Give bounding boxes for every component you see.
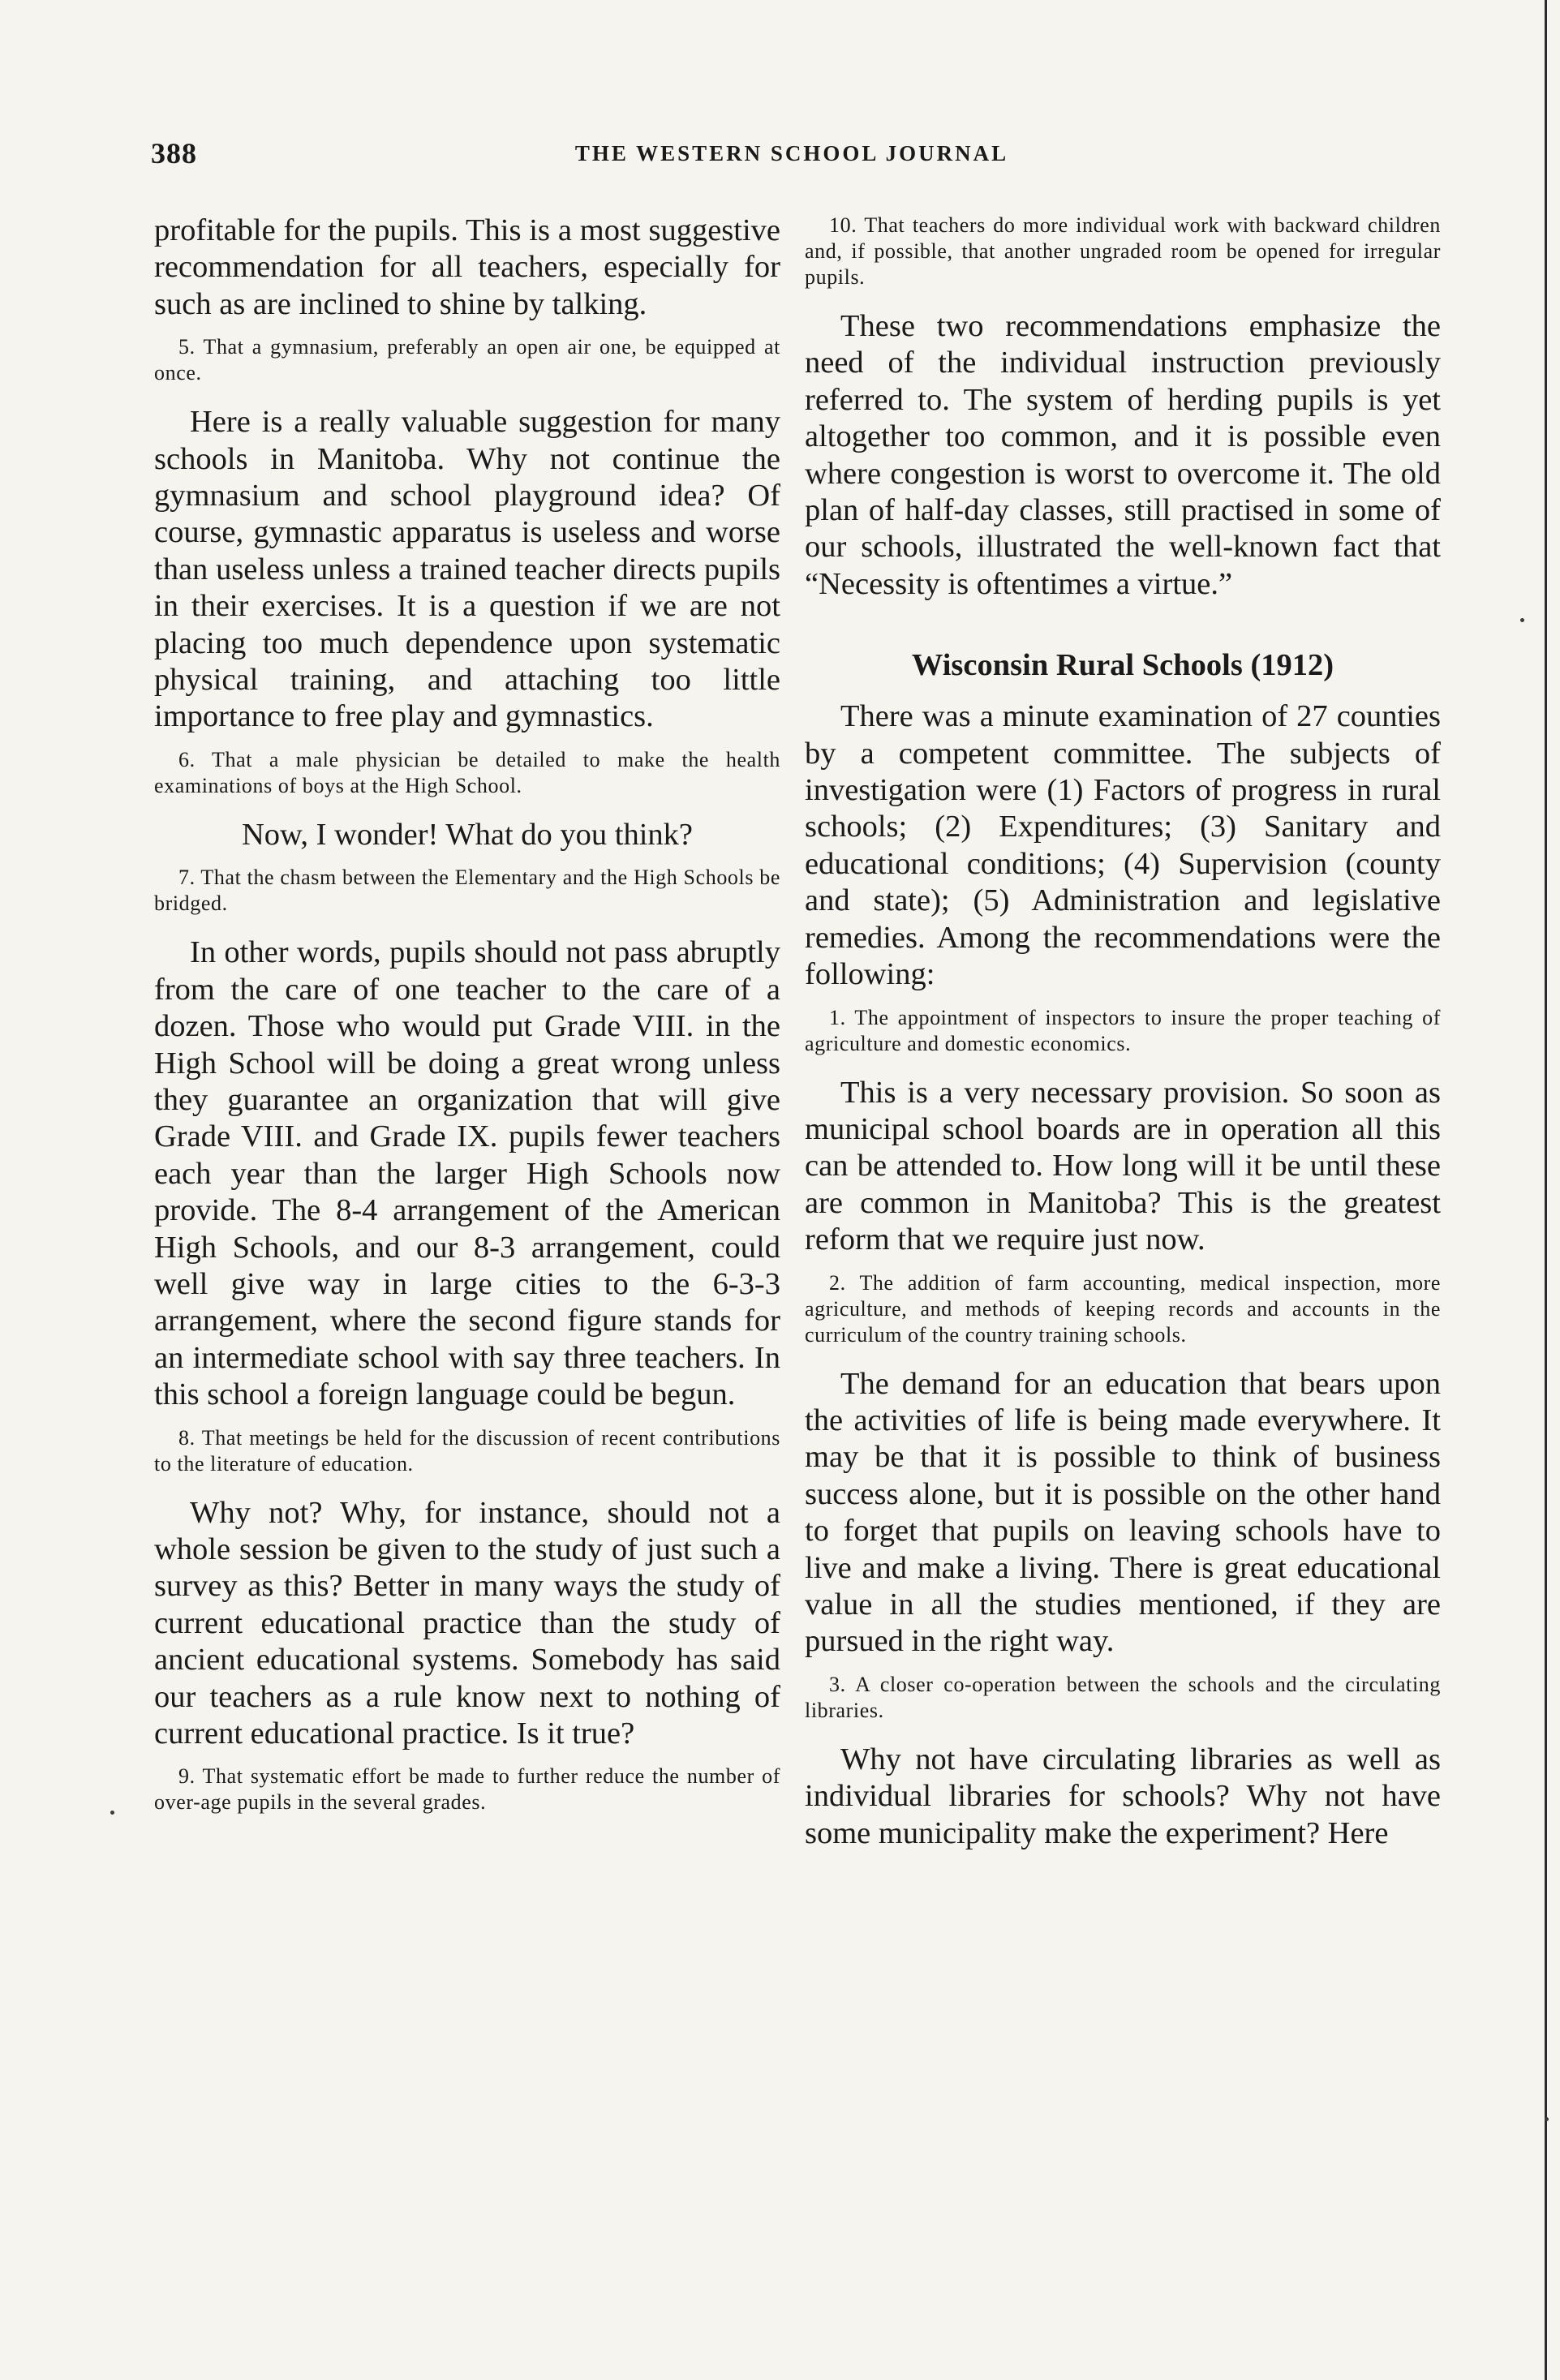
recommendation-8: 8. That meetings be held for the discussion of recent contributions to the literature of education. bbox=[154, 1425, 780, 1476]
paragraph-demand: The demand for an education that bears upon the activities of life is being made everywhere. It may be that it is possible to think of business success alone, but it is possible on the other hand to forget that pupils on leaving schools have to live and make a living. There is great educational value in all the studies mentioned, if they are pursued in the right way. bbox=[805, 1366, 1441, 1659]
scan-speck bbox=[1520, 618, 1524, 622]
section-heading-wisconsin: Wisconsin Rural Schools (1912) bbox=[911, 648, 1334, 683]
left-column bbox=[154, 213, 780, 1833]
recommendation-2: 2. The addition of farm accounting, medical inspection, more agriculture, and methods of keeping records and accounts in the curriculum of the country training schools. bbox=[805, 1270, 1441, 1347]
paragraph-gymnasium: Here is a really valuable suggestion for many schools in Manitoba. Why not continue the gymnasium and school playground idea? Of course, gymnastic apparatus is useless and worse than useless unless a trained teacher directs pupils in their exercises. It is a question if we are not placing too much dependence upon systematic physical training, and attaching too little importance to free play and gymnastics. bbox=[154, 405, 780, 734]
scan-speck bbox=[1545, 2117, 1549, 2121]
scan-speck bbox=[110, 1811, 114, 1815]
recommendation-10: 10. That teachers do more individual work with backward children and, if possible, that another ungraded room be opened for irregular pupils. bbox=[805, 213, 1441, 289]
recommendation-6: 6. That a male physician be detailed to make the health examinations of boys at the High School. bbox=[154, 747, 780, 797]
paragraph-examination: There was a minute examination of 27 counties by a competent committee. The subjects of investigation were (1) Factors of progress in rural schools; (2) Expenditures; (3) Sanitary and educational conditions; (4) Supervision (county and state); (5) Administration and legislative remedies. Among the recommendations were the following: bbox=[805, 699, 1441, 992]
paragraph-why-not: Why not? Why, for instance, should not a whole session be given to the study of just such a survey as this? Better in many ways the study of current educational practice than the study of ancient educational systems. Somebody has said our teachers as a rule know next to nothing of current educational practice. Is it true? bbox=[154, 1495, 780, 1751]
paragraph-libraries: Why not have circulating libraries as well as individual libraries for schools? Why not have some municipality make the experiment? Here bbox=[805, 1742, 1441, 1850]
recommendation-7: 7. That the chasm between the Elementary and the High Schools be bridged. bbox=[154, 866, 780, 916]
page-header bbox=[151, 136, 1433, 177]
recommendation-5: 5. That a gymnasium, preferably an open air one, be equipped at once. bbox=[154, 335, 780, 385]
right-column bbox=[805, 213, 1441, 1852]
recommendation-3: 3. A closer co-operation between the schools and the circulating libraries. bbox=[805, 1672, 1441, 1722]
paragraph-other-words: In other words, pupils should not pass abruptly from the care of one teacher to the care of a dozen. Those who would put Grade VIII. in the High School will be doing a great wrong unless they guarantee an organization that will give Grade VIII. and Grade IX. pupils fewer teachers each year than the larger High Schools now provide. The 8-4 arrangement of the American High Schools, and our 8-3 arrangement, could well give way in large cities to the 6-3-3 arrangement, where the second figure stands for an intermediate school with say three teachers. In this school a foreign language could be begun. bbox=[154, 935, 780, 1412]
recommendation-9: 9. That systematic effort be made to further reduce the number of over-age pupils in the several grades. bbox=[154, 1764, 780, 1815]
scan-edge-shadow bbox=[1545, 0, 1547, 2380]
page-number: 388 bbox=[151, 137, 197, 170]
paragraph-two-recommendations: These two recommendations emphasize the need of the individual instruction previously referred to. The system of herding pupils is yet altogether too common, and it is possible even where congestion is worst to overcome it. The old plan of half-day classes, still practised in some of our schools, illustrated the well-known fact that “Necessity is oftentimes a virtue.” bbox=[805, 309, 1441, 601]
recommendation-1: 1. The appointment of inspectors to insure the proper teaching of agriculture and domestic economics. bbox=[805, 1005, 1441, 1055]
paragraph-necessary: This is a very necessary provision. So soon as municipal school boards are in operation all this can be attended to. How long will it be until these are common in Manitoba? This is the greatest reform that we require just now. bbox=[805, 1075, 1441, 1257]
running-title: THE WESTERN SCHOOL JOURNAL bbox=[574, 141, 1009, 165]
paragraph-intro: profitable for the pupils. This is a most suggestive recommendation for all teachers, especially for such as are inclined to shine by talking. bbox=[154, 213, 780, 321]
paragraph-wonder: Now, I wonder! What do you think? bbox=[242, 817, 693, 852]
